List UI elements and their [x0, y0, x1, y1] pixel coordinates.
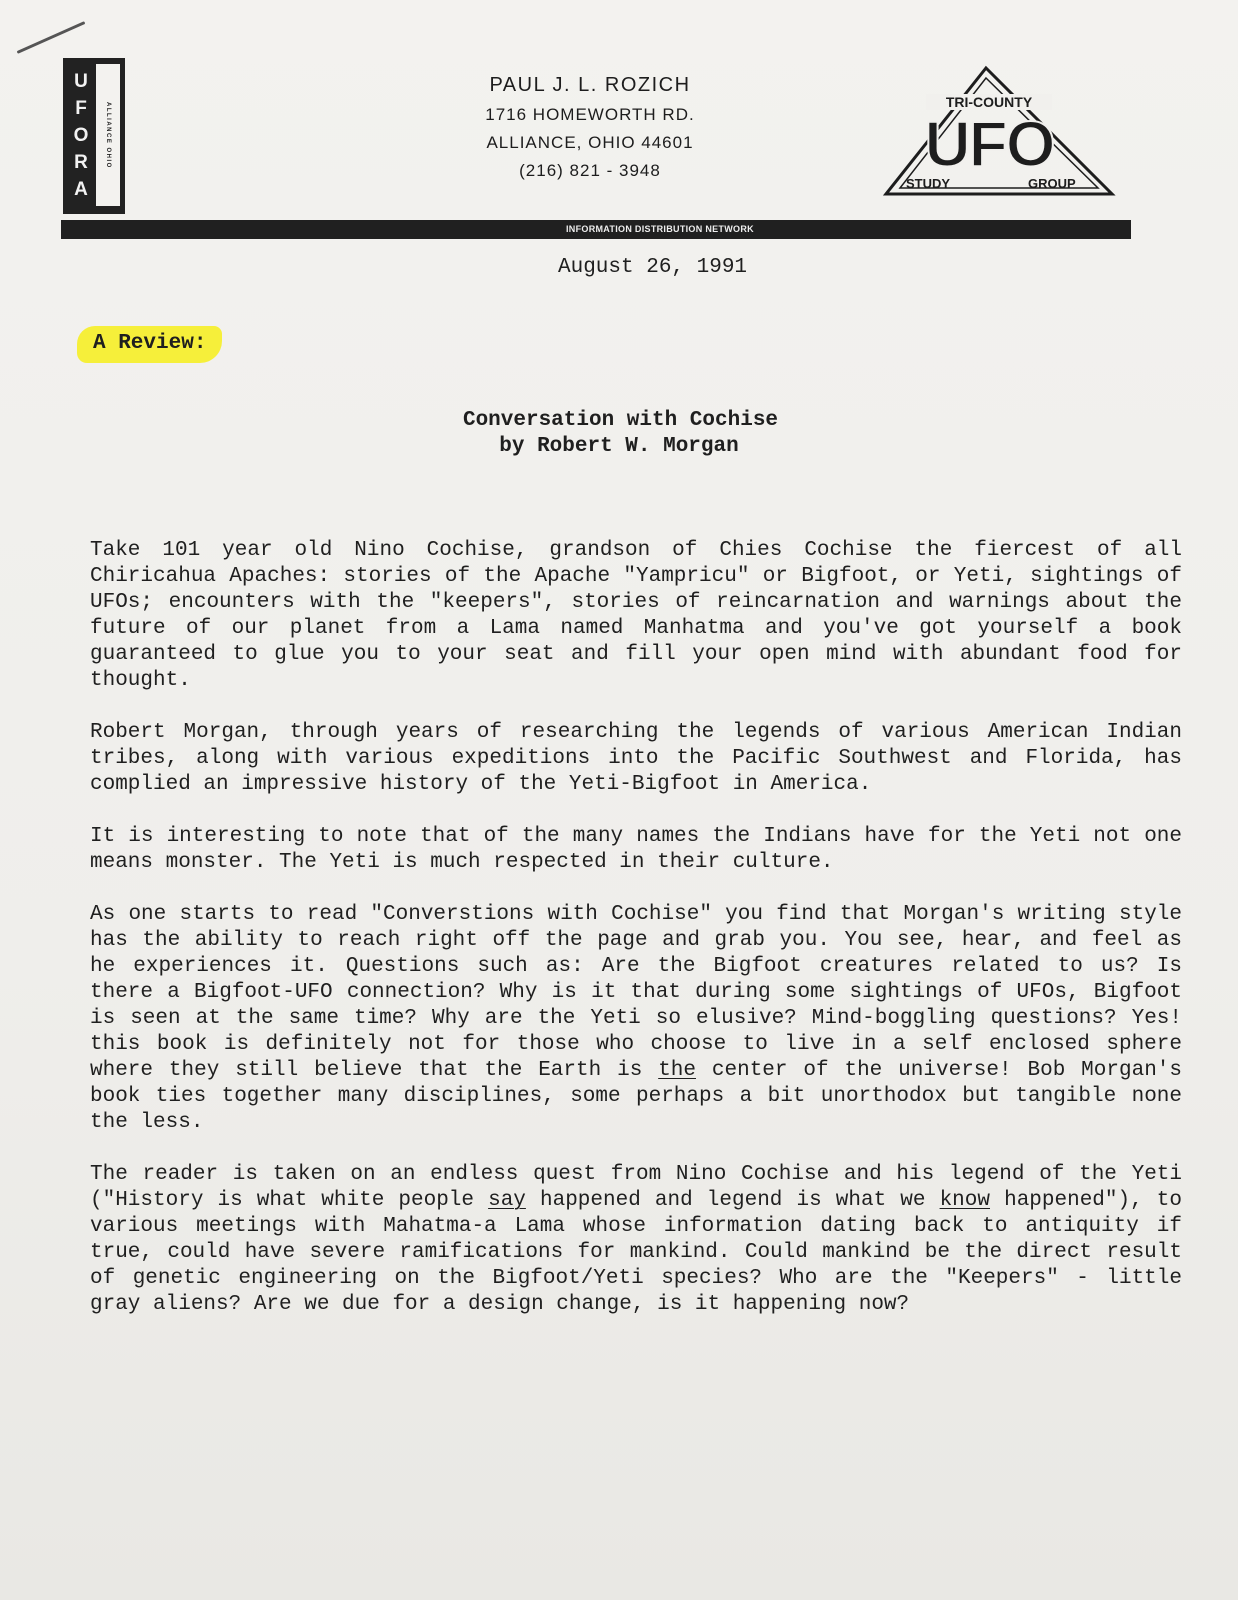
- paragraph-1: Take 101 year old Nino Cochise, grandson of Chies Cochise the fiercest of all Chiricahua Apaches: stories of the Apache "Yampricu" or Bigfoot, or Yeti, sightings of UFOs; encounters with the "keepers", stories of reincarnation and warnings about the future of our planet from a Lama named Manhatma and you've got yourself a book guaranteed to glue you to your seat and fill your open mind with abundant food for thought.: [90, 539, 1182, 692]
- underlined-know: know: [939, 1189, 990, 1212]
- svg-text:GROUP: GROUP: [1028, 176, 1076, 191]
- svg-text:TRI-COUNTY: TRI-COUNTY: [945, 94, 1033, 110]
- paragraph-5: The reader is taken on an endless quest from Nino Cochise and his legend of the Yeti ("History is what white people say happened and legend is what we know happened"), to various meetings with Mahatma-a Lama whose information dating back to antiquity if true, could have severe ramifications for mankind. Could mankind be the direct result of genetic engineering on the Bigfoot/Yeti species? Who are the "Keepers" - little gray aliens? Are we due for a design change, is it happening now?: [90, 1163, 1183, 1316]
- bar-text: INFORMATION DISTRIBUTION NETWORK: [566, 224, 754, 234]
- paragraph-2: Robert Morgan, through years of researching the legends of various American Indian tribes, along with various expeditions into the Pacific Southwest and Florida, has complied an impressive history of the Yeti-Bigfoot in America.: [90, 721, 1182, 796]
- address-line-1: 1716 HOMEWORTH RD.: [485, 105, 695, 124]
- underlined-say: say: [488, 1189, 526, 1212]
- paragraph-4: As one starts to read "Converstions with Cochise" you find that Morgan's writing style has the ability to reach right off the page and grab you. You see, hear, and feel as he experiences it. Questions such as: Are the Bigfoot creatures related to us? Is there a Bigfoot-UFO connection? Why is it that during some sightings of UFOs, Bigfoot is seen at the same time? Why are the Yeti so elusive? Mind-boggling questions? Yes! this book is definitely not for those who choose to live in a self enclosed sphere where they still believe that the Earth is the center of the universe! Bob Morgan's book ties together many disciplines, some perhaps a bit unorthodox but tangible none the less.: [90, 903, 1182, 1134]
- book-heading: [0, 408, 1238, 460]
- svg-text:UFO: UFO: [924, 108, 1054, 180]
- review-body: [90, 538, 1182, 1344]
- book-author: by Robert W. Morgan: [499, 435, 739, 458]
- tri-county-ufo-logo: [876, 64, 1122, 202]
- ufora-logo-letters: U F O R A: [73, 71, 89, 200]
- staple: [17, 21, 86, 54]
- sender-name: PAUL J. L. ROZICH: [489, 74, 691, 96]
- svg-text:STUDY: STUDY: [906, 176, 951, 191]
- book-title: Conversation with Cochise: [462, 409, 779, 432]
- phone-number: (216) 821 - 3948: [519, 161, 661, 180]
- letter-date: August 26, 1991: [558, 256, 748, 279]
- underlined-the: the: [658, 1059, 696, 1082]
- ufora-logo-location: ALLIANCE OHIO: [96, 64, 120, 206]
- letterhead-bar: [61, 220, 1131, 239]
- ufora-logo: [63, 58, 125, 214]
- letterhead-address: [420, 74, 760, 189]
- review-label-highlighted: A Review:: [77, 326, 222, 363]
- paragraph-3: It is interesting to note that of the many names the Indians have for the Yeti not one means monster. The Yeti is much respected in their culture.: [90, 825, 1182, 874]
- address-line-2: ALLIANCE, OHIO 44601: [486, 133, 694, 152]
